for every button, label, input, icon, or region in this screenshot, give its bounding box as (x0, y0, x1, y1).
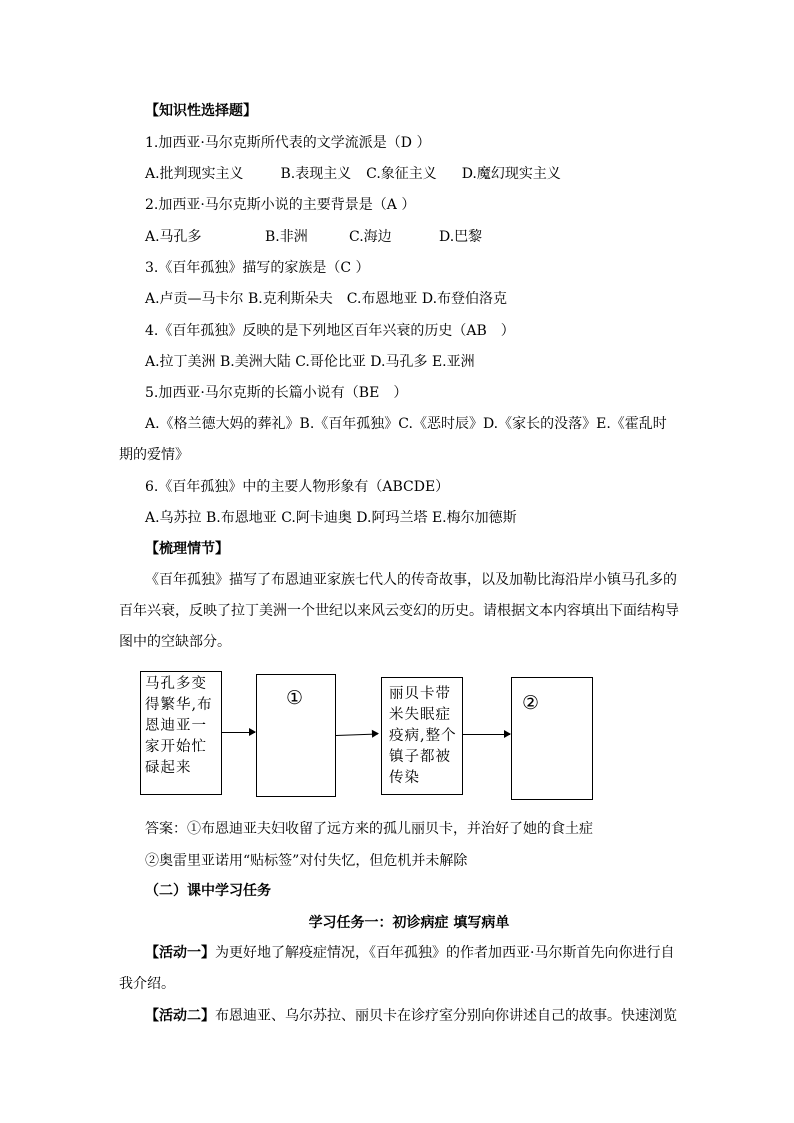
question-5: 5.加西亚·马尔克斯的长篇小说有（BE ） (145, 385, 408, 401)
flow-arrow-3 (463, 734, 510, 735)
flow-blank-2 (511, 677, 593, 800)
question-4: 4.《百年孤独》反映的是下列地区百年兴衰的历史（AB ） (145, 323, 515, 339)
blank-marker-1: ① (286, 687, 304, 709)
plot-paragraph: 《百年孤独》描写了布恩迪亚家族七代人的传奇故事，以及加勒比海沿岸小镇马孔多的百年兴衰，反映了拉丁美洲一个世纪以来风云变幻的历史。请根据文本内容填出下面结构导图中的空缺部分。 (119, 572, 679, 650)
section-heading-knowledge: 【知识性选择题】 (145, 103, 257, 119)
option-d: D.巴黎 (439, 229, 483, 245)
option-a: A.批判现实主义 (145, 166, 244, 182)
flow-arrow-1 (222, 732, 255, 733)
question-6: 6.《百年孤独》中的主要人物形象有（ABCDE） (145, 479, 450, 495)
activity-2-text: 布恩迪亚、乌尔苏拉、丽贝卡在诊疗室分别向你讲述自己的故事。快速浏览 (215, 1008, 677, 1024)
flow-blank-1 (256, 674, 336, 797)
question-1: 1.加西亚·马尔克斯所代表的文学流派是（D ） (145, 135, 431, 151)
option-a: A.马孔多 (145, 229, 202, 245)
question-4-options: A.拉丁美洲 B.美洲大陆 C.哥伦比亚 D.马孔多 E.亚洲 (145, 354, 475, 370)
question-3-options: A.卢贡—马卡尔 B.克利斯朵夫 C.布恩地亚 D.布登伯洛克 (145, 291, 508, 307)
question-2-options (145, 227, 482, 247)
activity-1-text: 为更好地了解疫症情况，《百年孤独》的作者加西亚·马尔斯首先向你进行自我介绍。 (119, 945, 675, 992)
option-b: B.表现主义 (280, 166, 352, 182)
activity-2 (119, 1001, 679, 1032)
flow-box-rebeca (381, 677, 463, 795)
flow-arrow-2 (336, 734, 378, 736)
option-d: D.魔幻现实主义 (461, 166, 561, 182)
flow-box-macondo-text: 马孔多变得繁华,布恩迪亚一家开始忙碌起来 (145, 676, 213, 776)
answer-1: 答案：①布恩迪亚夫妇收留了远方来的孤儿丽贝卡，并治好了她的食土症 (145, 821, 593, 837)
activity-2-label: 【活动二】 (145, 1008, 215, 1024)
activity-1 (119, 938, 679, 1000)
question-1-options (145, 164, 561, 184)
question-2: 2.加西亚·马尔克斯小说的主要背景是（A ） (145, 197, 416, 213)
activity-1-label: 【活动一】 (145, 945, 215, 961)
flow-box-rebeca-text: 丽贝卡带米失眠症疫病,整个镇子都被传染 (389, 686, 457, 786)
question-6-options: A.乌苏拉 B.布恩地亚 C.阿卡迪奥 D.阿玛兰塔 E.梅尔加德斯 (145, 510, 517, 526)
task-title: 学习任务一：初诊病症 填写病单 (308, 915, 510, 931)
section-heading-plot: 【梳理情节】 (145, 541, 229, 557)
option-c: C.象征主义 (366, 166, 437, 182)
question-3: 3.《百年孤独》描写的家族是（C ） (145, 260, 370, 276)
option-b: B.非洲 (265, 229, 308, 245)
blank-marker-2: ② (522, 692, 540, 714)
option-c: C.海边 (349, 229, 392, 245)
section-heading-tasks: （二）课中学习任务 (145, 883, 271, 899)
answer-2: ②奥雷里亚诺用“贴标签”对付失忆，但危机并未解除 (145, 853, 468, 869)
flow-box-macondo (140, 671, 222, 795)
question-5-options: A.《格兰德大妈的葬礼》B.《百年孤独》C.《恶时辰》D.《家长的没落》E.《霍乱时期的爱情》 (119, 416, 667, 463)
